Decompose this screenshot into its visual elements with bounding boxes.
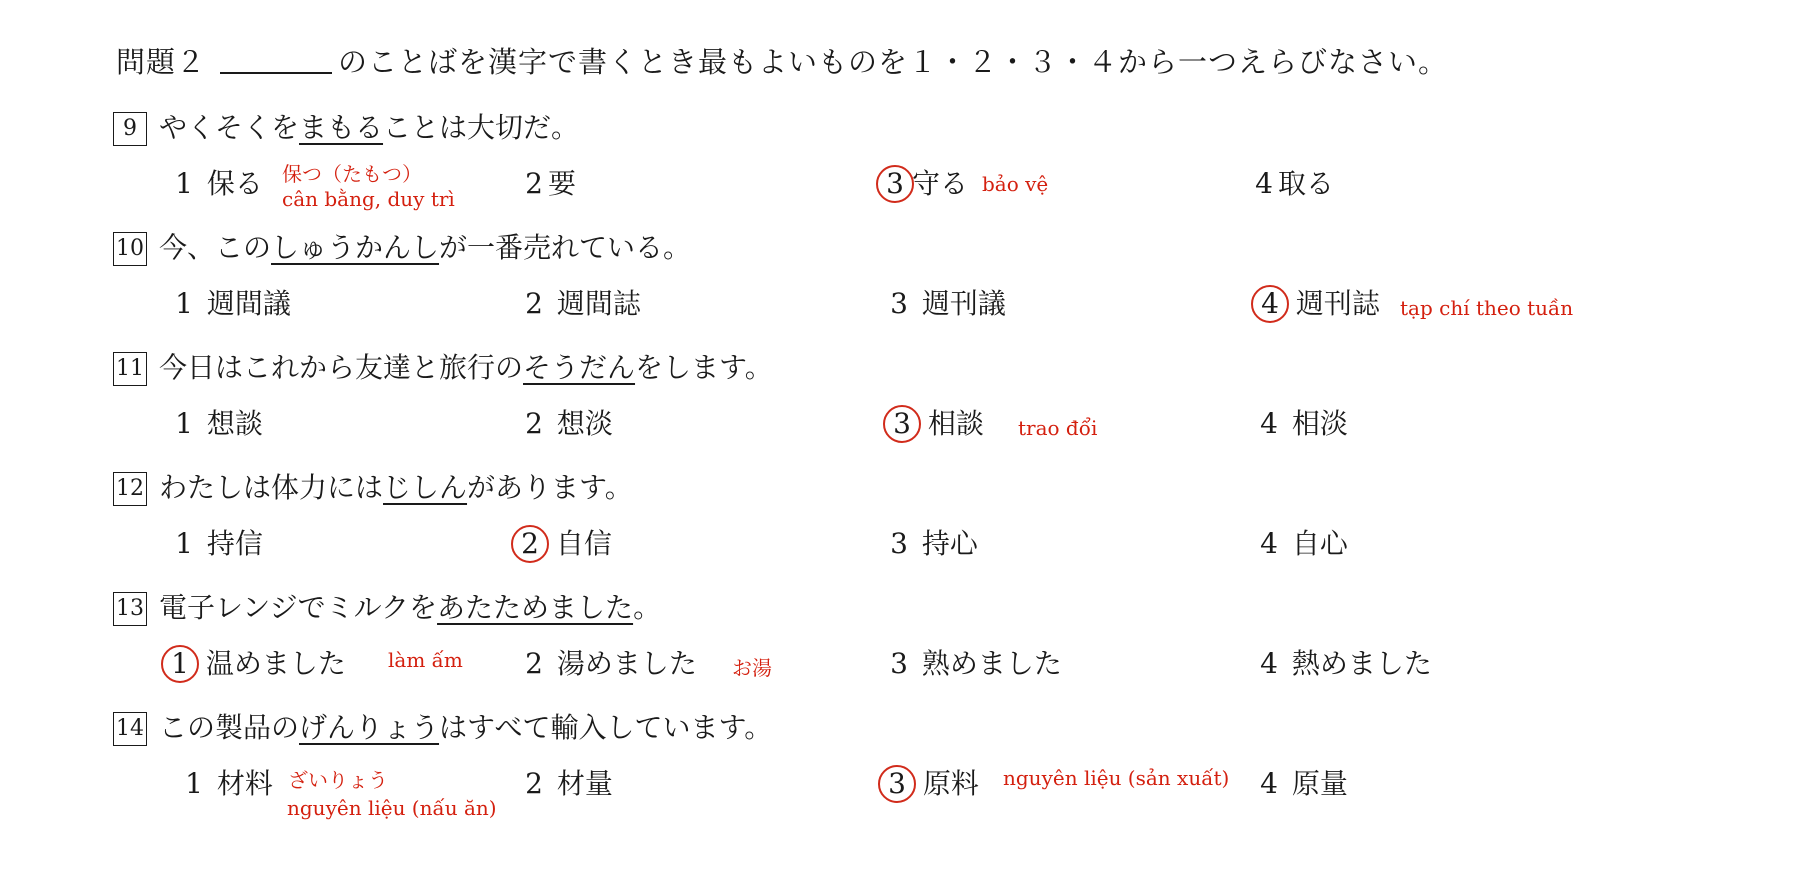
q13-option-4[interactable]: 4 熱めました (1260, 647, 1432, 680)
q11-option-3[interactable]: 3 相談 (887, 402, 984, 443)
annotation: bảo vệ (982, 172, 1049, 196)
question-number: 11 (113, 352, 147, 386)
q14-option-3[interactable]: 3 原料 (882, 762, 979, 803)
q14-option-4[interactable]: 4 原量 (1260, 767, 1348, 800)
q13-option-1[interactable]: 1 温めました (165, 642, 346, 683)
question-target: あたためました (437, 591, 634, 624)
answer-circle: 1 (161, 645, 199, 683)
annotation: nguyên liệu (nấu ăn) (287, 796, 497, 820)
q9-option-2[interactable]: 2 要 (525, 167, 577, 200)
q14-option-2[interactable]: 2 材量 (525, 767, 613, 800)
question-text-end: ことは大切だ。 (383, 111, 580, 144)
q10-option-2[interactable]: 2 週間誌 (525, 287, 641, 320)
question-11 (113, 346, 773, 386)
q10-option-1[interactable]: 1 週間議 (175, 287, 291, 320)
annotation: ざいりょう (288, 768, 388, 792)
problem-label: 問題２ (116, 45, 207, 79)
question-9 (113, 106, 579, 146)
question-12 (113, 466, 633, 506)
question-text-end: が一番売れている。 (439, 231, 692, 264)
question-target: まもる (299, 111, 384, 144)
question-13 (113, 586, 661, 626)
question-number: 12 (113, 472, 147, 506)
question-14 (113, 706, 772, 746)
question-text-end: をします。 (635, 351, 773, 384)
q10-option-4[interactable]: 4 週刊誌 (1255, 282, 1380, 323)
answer-circle: 3 (878, 765, 916, 803)
q9-option-3[interactable]: 3 守る (880, 162, 968, 203)
answer-circle: 4 (1251, 285, 1289, 323)
question-number: 14 (113, 712, 147, 746)
answer-circle: 3 (876, 165, 914, 203)
answer-circle: 2 (511, 525, 549, 563)
q11-option-1[interactable]: 1 想談 (175, 407, 263, 440)
q12-option-4[interactable]: 4 自心 (1260, 527, 1348, 560)
question-text: 今、この (159, 231, 272, 264)
question-number: 13 (113, 592, 147, 626)
q13-option-2[interactable]: 2 湯めました (525, 647, 697, 680)
annotation: nguyên liệu (sản xuất) (1003, 766, 1230, 790)
question-text: この製品の (159, 711, 300, 744)
annotation: tạp chí theo tuần (1400, 296, 1574, 320)
question-target: じしん (383, 471, 468, 504)
q10-option-3[interactable]: 3 週刊議 (890, 287, 1006, 320)
annotation: お湯 (732, 656, 772, 680)
annotation: cân bằng, duy trì (282, 187, 455, 211)
blank-underline (220, 42, 332, 74)
problem-title (116, 40, 1448, 81)
q12-option-3[interactable]: 3 持心 (890, 527, 978, 560)
question-target: そうだん (523, 351, 636, 384)
question-number: 10 (113, 232, 147, 266)
question-number: 9 (113, 112, 147, 146)
answer-circle: 3 (883, 405, 921, 443)
problem-instruction: のことばを漢字で書くとき最もよいものを１・２・３・４から一つえらびなさい。 (338, 45, 1449, 79)
question-text: やくそくを (159, 111, 300, 144)
q12-option-2[interactable]: 2 自信 (515, 522, 612, 563)
annotation: trao đổi (1018, 416, 1098, 440)
q12-option-1[interactable]: 1 持信 (175, 527, 263, 560)
question-target: げんりょう (299, 711, 440, 744)
q14-option-1[interactable]: 1 材料 (185, 767, 273, 800)
question-text-end: はすべて輸入しています。 (439, 711, 773, 744)
question-10 (113, 226, 691, 266)
q11-option-2[interactable]: 2 想淡 (525, 407, 613, 440)
question-text: 電子レンジでミルクを (159, 591, 438, 624)
q9-option-1[interactable]: 1 保る (175, 167, 263, 200)
annotation: làm ấm (388, 648, 463, 672)
q9-option-4[interactable]: 4 取る (1255, 167, 1335, 200)
q11-option-4[interactable]: 4 相淡 (1260, 407, 1348, 440)
question-target: しゅうかんし (271, 231, 440, 264)
q13-option-3[interactable]: 3 熟めました (890, 647, 1062, 680)
annotation: 保つ（たもつ） (282, 162, 422, 186)
question-text: 今日はこれから友達と旅行の (159, 351, 524, 384)
question-text-end: 。 (633, 591, 662, 624)
question-text: わたしは体力には (159, 471, 384, 504)
question-text-end: があります。 (467, 471, 633, 504)
